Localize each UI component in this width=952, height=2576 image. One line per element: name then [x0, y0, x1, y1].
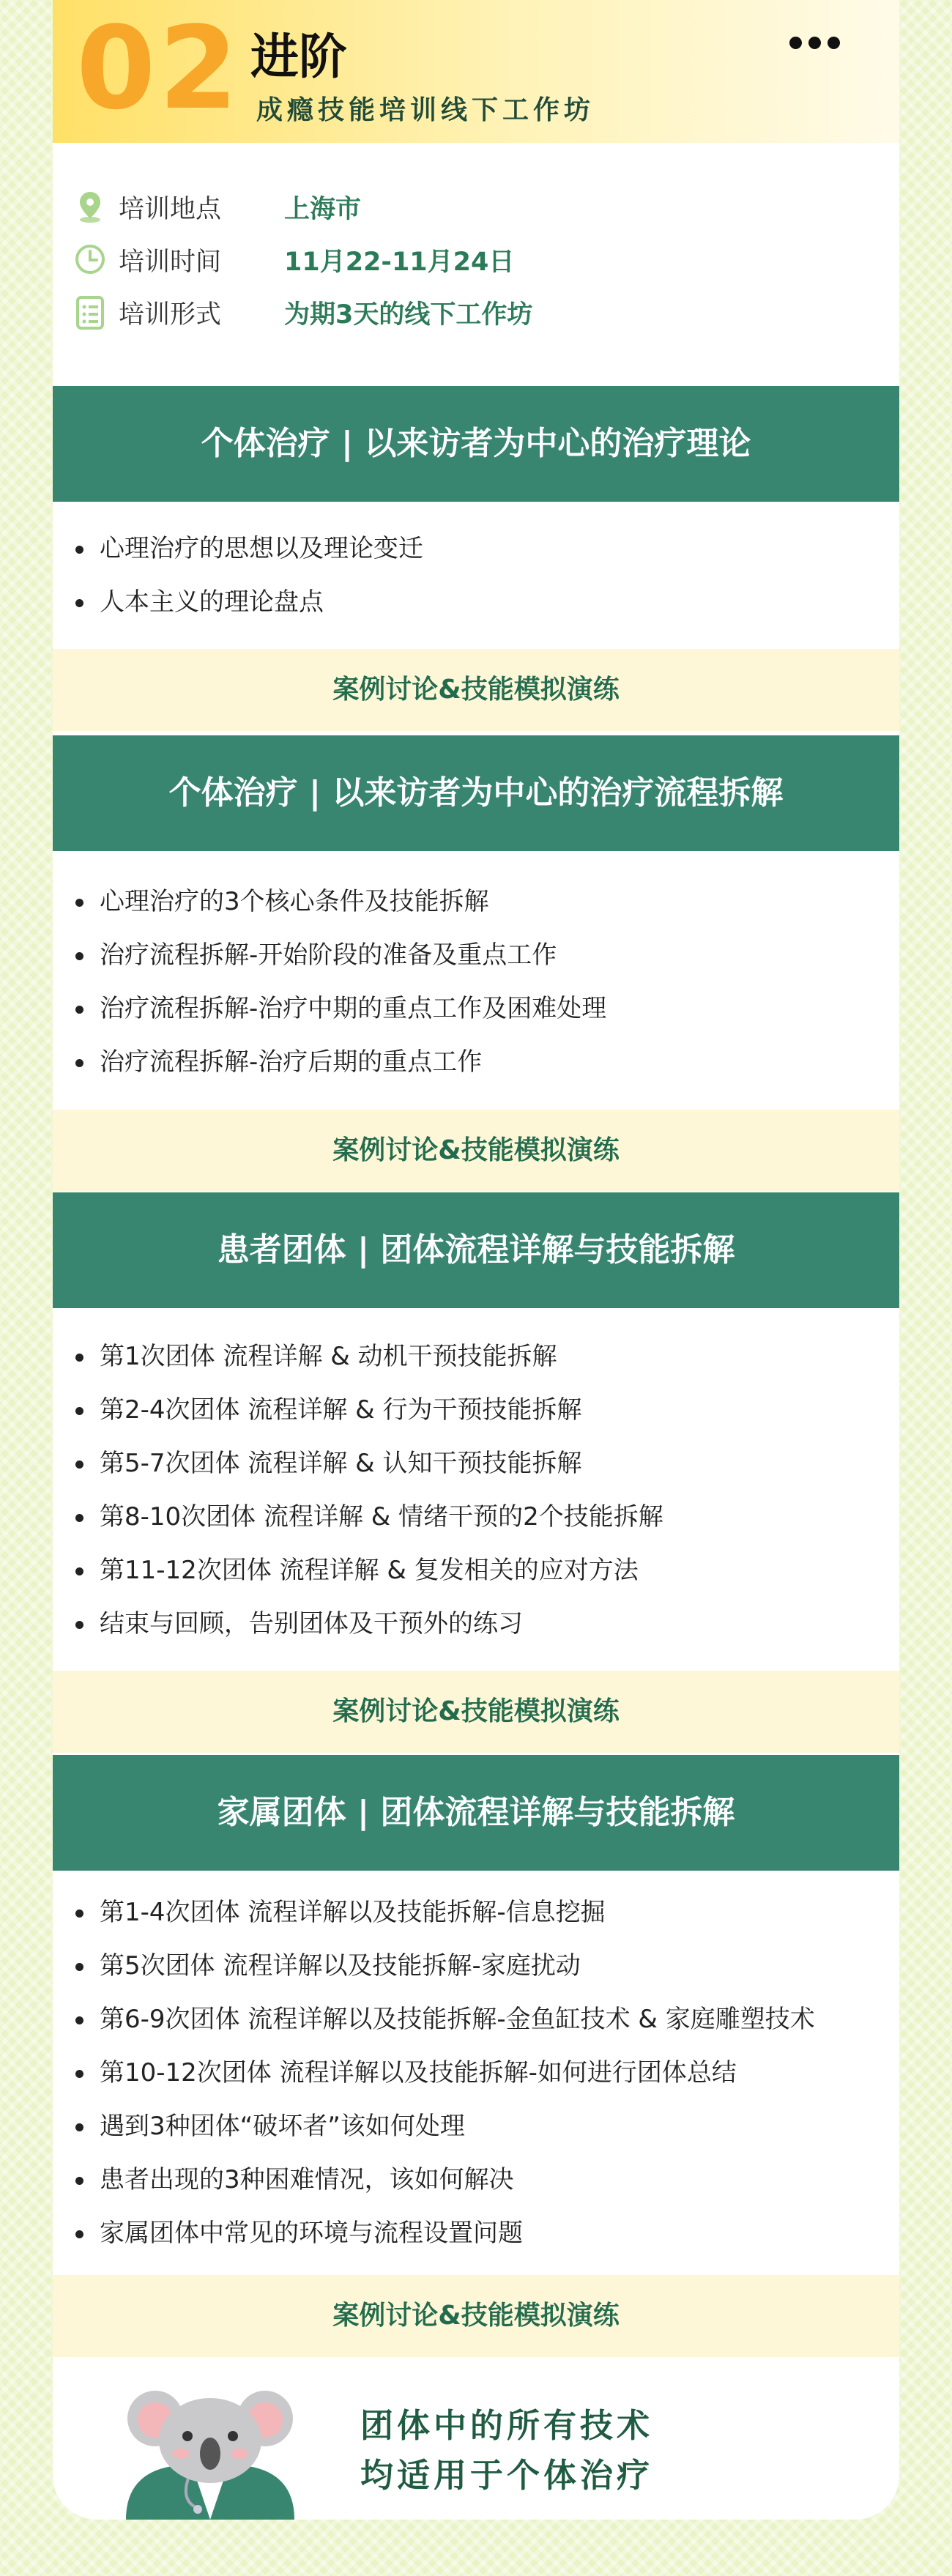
document-list-icon [73, 294, 107, 331]
clock-icon [73, 242, 107, 277]
list-item: 第10-12次团体 流程详解以及技能拆解-如何进行团体总结 [53, 2046, 899, 2100]
section-items-family-group [53, 1886, 899, 2260]
section-title-family-group: 家属团体 | 团体流程详解与技能拆解 [53, 1755, 899, 1871]
module-number: 02 [76, 1, 242, 135]
info-row-time [73, 236, 732, 289]
info-row-location [73, 183, 732, 236]
list-item: 治疗流程拆解-开始阶段的准备及重点工作 [53, 929, 899, 982]
footer-line-2: 均适用于个体治疗 [360, 2456, 654, 2495]
module-title: 进阶 [250, 29, 347, 85]
info-label: 培训时间 [119, 248, 222, 277]
footer-tagline [360, 2401, 653, 2501]
list-item: 第1次团体 流程详解 & 动机干预技能拆解 [53, 1330, 899, 1384]
list-item: 第6-9次团体 流程详解以及技能拆解-金鱼缸技术 & 家庭雕塑技术 [53, 1993, 899, 2046]
practice-band: 案例讨论&技能模拟演练 [53, 649, 899, 731]
info-row-format [73, 289, 732, 341]
info-value: 上海市 [284, 195, 362, 224]
info-label: 培训形式 [119, 300, 222, 330]
info-value: 11月22-11月24日 [284, 248, 515, 277]
list-item: 第2-4次团体 流程详解 & 行为干预技能拆解 [53, 1384, 899, 1437]
list-item: 心理治疗的思想以及理论变迁 [53, 522, 899, 576]
info-value: 为期3天的线下工作坊 [284, 300, 533, 330]
training-info [73, 183, 732, 341]
list-item: 治疗流程拆解-治疗后期的重点工作 [53, 1036, 899, 1089]
location-pin-icon [73, 189, 107, 224]
practice-band: 案例讨论&技能模拟演练 [53, 1671, 899, 1753]
list-item: 治疗流程拆解-治疗中期的重点工作及困难处理 [53, 982, 899, 1036]
list-item: 结束与回顾，告别团体及干预外的练习 [53, 1597, 899, 1651]
list-item: 遇到3种团体“破坏者”该如何处理 [53, 2100, 899, 2153]
list-item: 第8-10次团体 流程详解 & 情绪干预的2个技能拆解 [53, 1491, 899, 1544]
course-card [53, 0, 899, 2520]
footer-line-1: 团体中的所有技术 [360, 2406, 654, 2445]
section-items-individual-theory [53, 522, 899, 629]
section-title-individual-process: 个体治疗 | 以来访者为中心的治疗流程拆解 [53, 735, 899, 851]
info-label: 培训地点 [119, 195, 222, 224]
list-item: 第11-12次团体 流程详解 & 复发相关的应对方法 [53, 1544, 899, 1597]
list-item: 第5-7次团体 流程详解 & 认知干预技能拆解 [53, 1437, 899, 1491]
section-title-individual-theory: 个体治疗 | 以来访者为中心的治疗理论 [53, 386, 899, 502]
list-item: 患者出现的3种困难情况，该如何解决 [53, 2153, 899, 2207]
section-items-patient-group [53, 1330, 899, 1651]
section-title-patient-group: 患者团体 | 团体流程详解与技能拆解 [53, 1192, 899, 1308]
koala-doctor-icon [111, 2383, 309, 2520]
section-items-individual-process [53, 875, 899, 1089]
module-header [53, 0, 899, 143]
practice-band: 案例讨论&技能模拟演练 [53, 2275, 899, 2357]
list-item: 人本主义的理论盘点 [53, 576, 899, 629]
list-item: 第1-4次团体 流程详解以及技能拆解-信息挖掘 [53, 1886, 899, 1940]
module-subtitle: 成瘾技能培训线下工作坊 [256, 95, 595, 125]
more-dots-icon[interactable] [789, 37, 855, 51]
practice-band: 案例讨论&技能模拟演练 [53, 1110, 899, 1192]
list-item: 家属团体中常见的环境与流程设置问题 [53, 2207, 899, 2260]
list-item: 心理治疗的3个核心条件及技能拆解 [53, 875, 899, 929]
list-item: 第5次团体 流程详解以及技能拆解-家庭扰动 [53, 1940, 899, 1993]
